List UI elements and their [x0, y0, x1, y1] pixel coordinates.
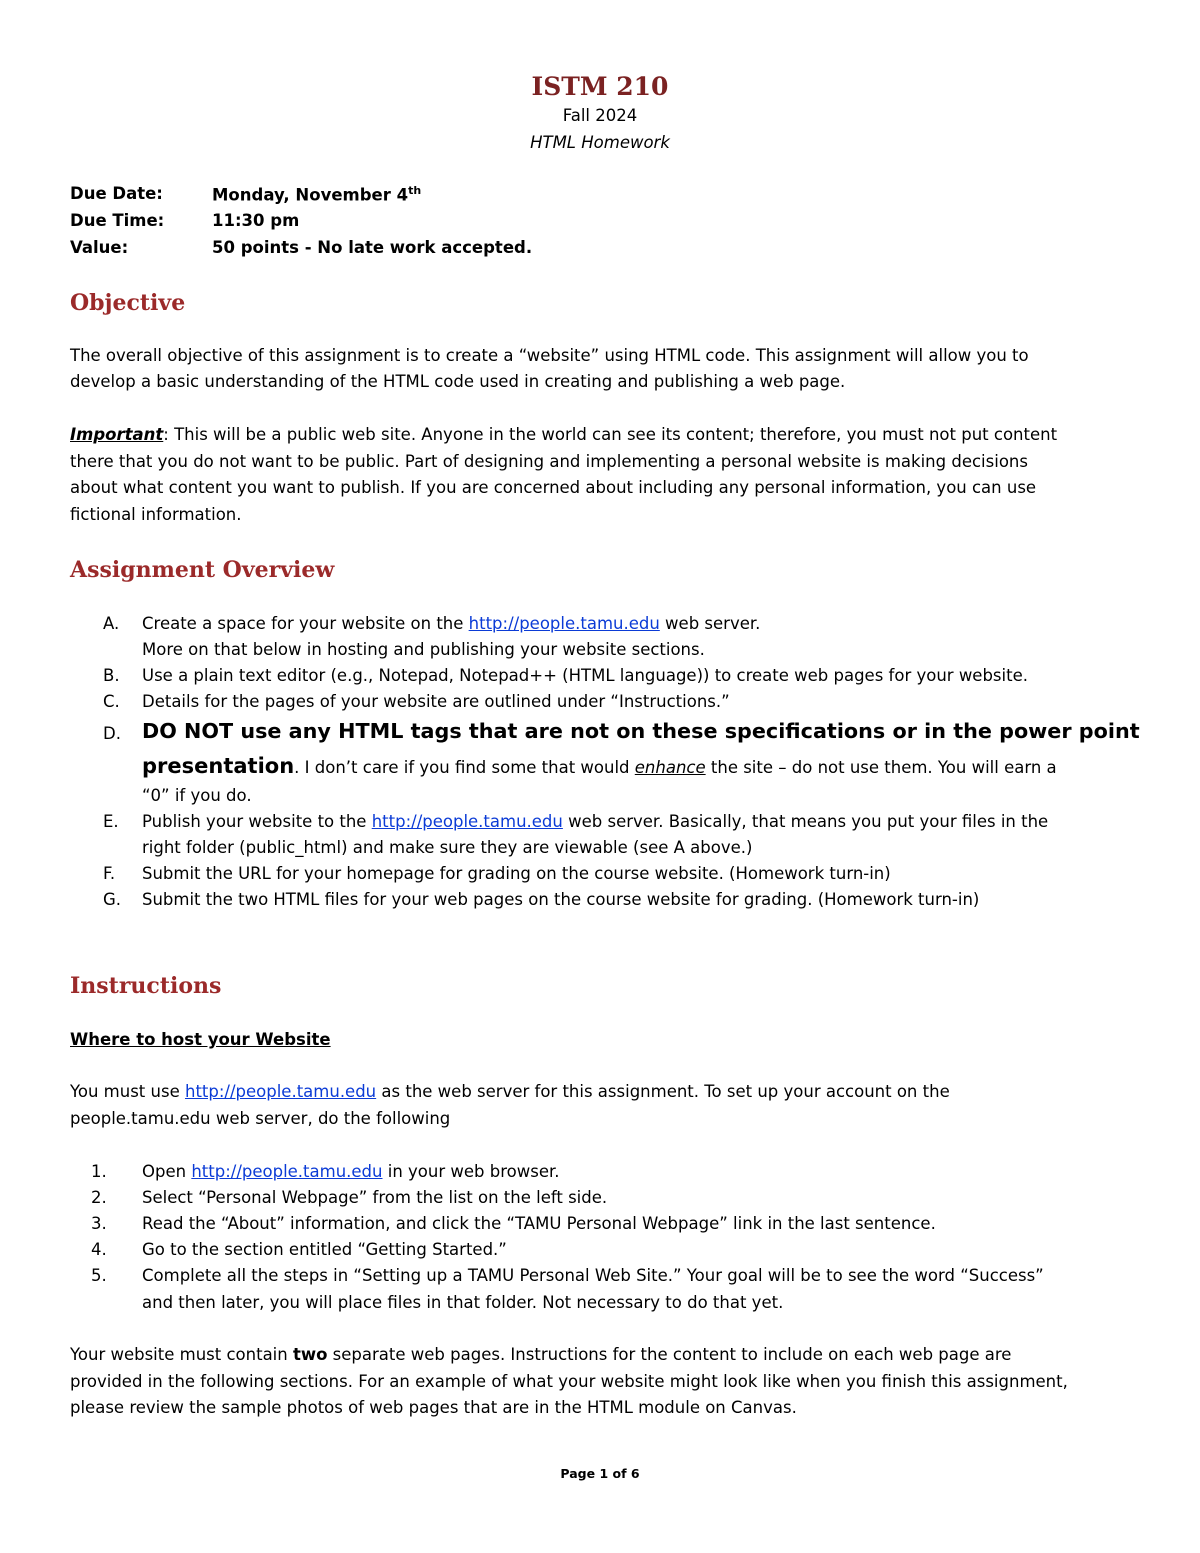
due-time-value: 11:30 pm	[212, 211, 300, 230]
overview-heading: Assignment Overview	[70, 557, 335, 583]
people-tamu-link[interactable]: http://people.tamu.edu	[371, 812, 563, 831]
step-number: 5.	[91, 1266, 107, 1285]
step-item: Go to the section entitled “Getting Started.”	[142, 1240, 507, 1259]
list-item-continued: “0” if you do.	[142, 786, 252, 805]
assignment-name: HTML Homework	[530, 133, 670, 152]
list-item: Publish your website to the http://people.tamu.edu web server. Basically, that means you put your files in the	[142, 812, 1049, 831]
hosting-paragraph: people.tamu.edu web server, do the following	[70, 1109, 451, 1128]
list-item-continued: right folder (public_html) and make sure they are viewable (see A above.)	[142, 838, 753, 857]
list-marker: D.	[103, 724, 121, 743]
important-paragraph: Important: This will be a public web site. Anyone in the world can see its content; therefore, you must not put content	[70, 425, 1058, 444]
important-text: about what content you want to publish. If you are concerned about including any personal information, you can use	[70, 478, 1037, 497]
due-date-suffix: th	[408, 184, 422, 197]
list-item: Submit the two HTML files for your web pages on the course website for grading. (Homework turn-in)	[142, 890, 980, 909]
list-item: Submit the URL for your homepage for grading on the course website. (Homework turn-in)	[142, 864, 891, 883]
due-date-value: Monday, November 4th	[212, 184, 422, 205]
list-item-continued: presentation. I don’t care if you find some that would enhance the site – do not use them. You will earn a	[142, 754, 1057, 778]
final-paragraph: provided in the following sections. For an example of what your website might look like when you finish this assignment,	[70, 1372, 1068, 1391]
people-tamu-link[interactable]: http://people.tamu.edu	[191, 1162, 383, 1181]
objective-text: develop a basic understanding of the HTML code used in creating and publishing a web page.	[70, 372, 846, 391]
step-item: Open http://people.tamu.edu in your web browser.	[142, 1162, 560, 1181]
list-item: Details for the pages of your website are outlined under “Instructions.”	[142, 692, 730, 711]
final-paragraph: please review the sample photos of web pages that are in the HTML module on Canvas.	[70, 1398, 797, 1417]
list-marker: B.	[103, 666, 120, 685]
step-item-continued: and then later, you will place files in that folder. Not necessary to do that yet.	[142, 1293, 784, 1312]
hosting-subheading: Where to host your Website	[70, 1030, 331, 1049]
page-number: Page 1 of 6	[560, 1466, 640, 1481]
step-number: 2.	[91, 1188, 107, 1207]
important-label: Important	[70, 425, 164, 444]
important-text: there that you do not want to be public. Part of designing and implementing a personal website is making decisions	[70, 452, 1028, 471]
important-text: fictional information.	[70, 505, 242, 524]
objective-heading: Objective	[70, 290, 186, 316]
list-marker: C.	[103, 692, 120, 711]
people-tamu-link[interactable]: http://people.tamu.edu	[184, 1082, 377, 1101]
list-marker: A.	[103, 614, 120, 633]
list-item-continued: More on that below in hosting and publishing your website sections.	[142, 640, 705, 659]
instructions-heading: Instructions	[70, 973, 222, 999]
final-paragraph: Your website must contain two separate web pages. Instructions for the content to include on each web page are	[70, 1345, 1012, 1364]
list-marker: E.	[103, 812, 119, 831]
due-date-label: Due Date:	[70, 184, 163, 203]
document-title: ISTM 210	[531, 72, 669, 101]
step-item: Select “Personal Webpage” from the list on the left side.	[142, 1188, 608, 1207]
list-item-warning: DO NOT use any HTML tags that are not on these specifications or in the power point	[142, 719, 1140, 743]
list-item: Create a space for your website on the http://people.tamu.edu web server.	[142, 614, 761, 633]
step-number: 1.	[91, 1162, 107, 1181]
value-value: 50 points - No late work accepted.	[212, 238, 533, 257]
objective-text: The overall objective of this assignment is to create a “website” using HTML code. This assignment will allow you to	[70, 346, 1029, 365]
list-marker: F.	[103, 864, 116, 883]
hosting-paragraph: You must use http://people.tamu.edu as the web server for this assignment. To set up your account on the	[70, 1082, 950, 1101]
step-number: 3.	[91, 1214, 107, 1233]
list-item: Use a plain text editor (e.g., Notepad, Notepad++ (HTML language)) to create web pages for your website.	[142, 666, 1028, 685]
step-item: Read the “About” information, and click the “TAMU Personal Webpage” link in the last sentence.	[142, 1214, 936, 1233]
term: Fall 2024	[562, 106, 638, 125]
value-label: Value:	[70, 238, 129, 257]
enhance-word: enhance	[634, 758, 706, 777]
step-number: 4.	[91, 1240, 107, 1259]
people-tamu-link[interactable]: http://people.tamu.edu	[468, 614, 660, 633]
list-marker: G.	[103, 890, 122, 909]
step-item: Complete all the steps in “Setting up a TAMU Personal Web Site.” Your goal will be to see the word “Success”	[142, 1266, 1044, 1285]
due-time-label: Due Time:	[70, 211, 165, 230]
